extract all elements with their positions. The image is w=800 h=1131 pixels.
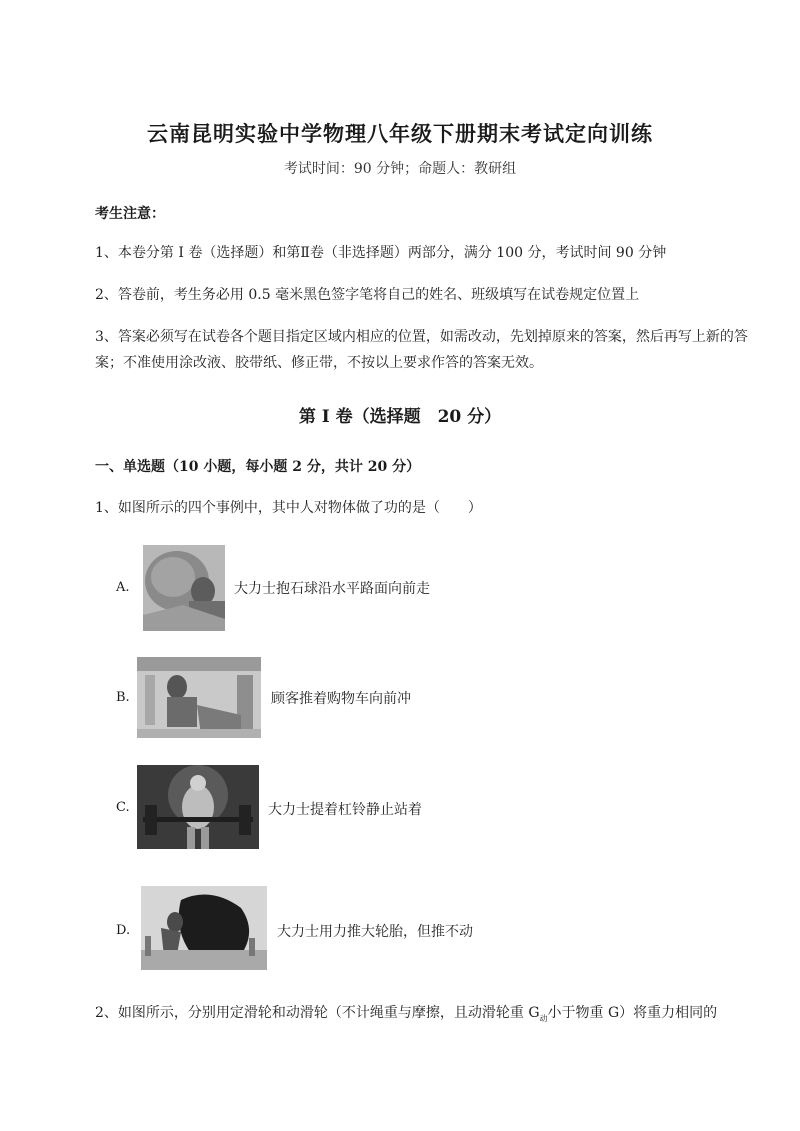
option-b-photo bbox=[137, 657, 261, 738]
page-title: 云南昆明实验中学物理八年级下册期末考试定向训练 bbox=[147, 121, 653, 146]
notice-item-1: 1、本卷分第 I 卷（选择题）和第Ⅱ卷（非选择题）两部分，满分 100 分，考试时间 90 分钟 bbox=[95, 245, 667, 261]
question-type-heading: 一、单选题（10 小题，每小题 2 分，共计 20 分） bbox=[95, 459, 421, 475]
question-2-subscript: 动 bbox=[539, 1013, 548, 1023]
option-d-label: D. bbox=[116, 923, 131, 938]
option-d-text: 大力士用力推大轮胎，但推不动 bbox=[277, 924, 473, 940]
option-c-label: C. bbox=[116, 800, 130, 815]
question-2-stem bbox=[95, 1002, 795, 1024]
option-a-text: 大力士抱石球沿水平路面向前走 bbox=[234, 581, 430, 597]
option-a-label: A. bbox=[116, 580, 130, 595]
exam-info: 考试时间：90 分钟；命题人：教研组 bbox=[283, 161, 517, 177]
option-d-photo bbox=[141, 886, 267, 970]
notice-item-2: 2、答卷前，考生务必用 0.5 毫米黑色签字笔将自己的姓名、班级填写在试卷规定位置上 bbox=[95, 287, 640, 303]
notice-heading: 考生注意： bbox=[95, 206, 165, 222]
part-one-title: 第 I 卷（选择题 20 分） bbox=[298, 407, 502, 427]
question-1-stem: 1、如图所示的四个事例中，其中人对物体做了功的是（ ） bbox=[95, 500, 482, 516]
option-a-photo bbox=[143, 545, 225, 631]
question-2-stem-part1: 2、如图所示，分别用定滑轮和动滑轮（不计绳重与摩擦，且动滑轮重 G bbox=[95, 1005, 540, 1021]
option-b-text: 顾客推着购物车向前冲 bbox=[271, 691, 411, 707]
question-2-stem-part2: 小于物重 G）将重力相同的 bbox=[547, 1005, 718, 1021]
notice-item-3: 3、答案必须写在试卷各个题目指定区域内相应的位置，如需改动，先划掉原来的答案，然后再写上新的答案；不准使用涂改液、胶带纸、修正带，不按以上要求作答的答案无效。 bbox=[95, 329, 748, 371]
option-c-text: 大力士提着杠铃静止站着 bbox=[268, 802, 422, 818]
option-b-label: B. bbox=[116, 690, 130, 705]
option-c-photo bbox=[137, 765, 259, 849]
